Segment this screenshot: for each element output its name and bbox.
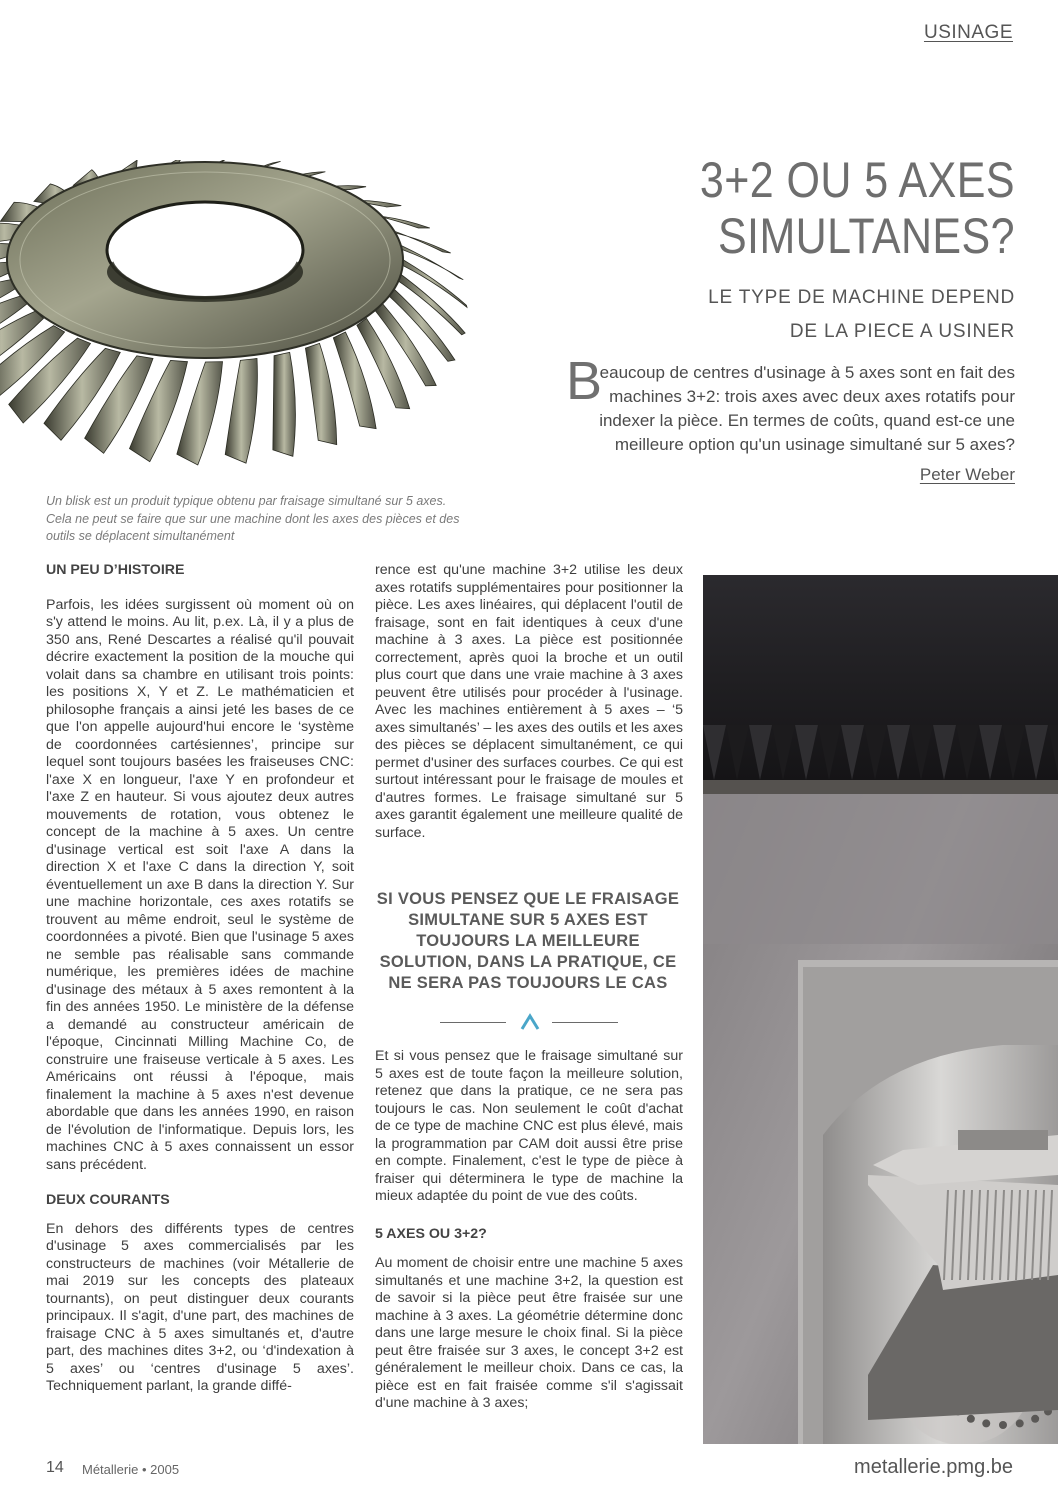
left-column [46,562,354,1396]
blade [273,352,296,456]
article-intro [555,361,1015,457]
mid-text: rence est qu'une machine 3+2 utilise les deux axes rotatifs supplémentaires pour positionner la pièce. Les axes linéaires, qui déplacent l'outil de fraisage, sont en fait identiques à ceux d'une machine à 3 axes. La pièce est positionnée correctement, après quoi la broche et un outil plus court que dans une vraie machine à 3 axes peuvent être utilisés pour procéder à l'usinage. Avec les machines entièrement à 5 axes – ‘5 axes simultanés’ – les axes des outils et les axes des pièces se déplacent simultanément, ce qui permet d'usiner des surfaces courbes. Ce qui est surtout intéressant pour le fraisage de moules et d'autres formes. Le fraisage simultané sur 5 axes garantit également une meilleure qualité de surface. [375,562,683,841]
caret-up-icon [519,1011,541,1033]
website-link[interactable]: metallerie.pmg.be [854,1456,1013,1478]
magazine-issue: Métallerie • 2005 [82,1462,180,1477]
blade [305,343,336,444]
middle-column-lower [375,1048,683,1413]
currents-heading: DEUX COURANTS [46,1192,170,1208]
pull-rule-right [552,1022,618,1023]
currents-text: En dehors des différents types de centres d'usinage 5 axes commercialisés par les constructeurs de machines (voir Métallerie de mai 2019 sur les concepts des plateaux tournants), on peut distinguer deux courants principaux. Il s'agit, d'une part, des machines de fraisage CNC à 5 axes simultanés et, d'autre part, des machines dites 3+2, ou ‘d'indexation à 5 axes’ ou ‘centres d'usinage 5 axes’. Techniquement parlant, la grande diffé- [46,1220,354,1394]
intro-line-4: meilleure option qu'un usinage simultané sur 5 axes? [614,435,1015,454]
hero-caption: Un blisk est un produit typique obtenu par fraisage simultané sur 5 axes. Cela ne peut se faire que sur une machine dont les axes des pièces et des outils se déplacent simultanément [46,494,460,543]
subtitle-line-2: DE LA PIECE A USINER [789,321,1015,342]
article-title [568,152,1015,264]
machine-photo [703,575,1058,1444]
intro-line-1: eaucoup de centres d'usinage à 5 axes sont en fait des [599,363,1015,382]
author-link[interactable]: Peter Weber [919,465,1015,484]
history-heading: UN PEU D’HISTOIRE [46,562,185,578]
axes-heading: 5 AXES OU 3+2? [375,1225,487,1242]
middle-column [375,562,683,842]
title-line-2: SIMULTANES? [717,208,1015,264]
pull-quote: SI VOUS PENSEZ QUE LE FRAISAGE SIMULTANE SUR 5 AXES EST TOUJOURS LA MEILLEURE SOLUTION, DANS LA PRATIQUE, CE NE SERA PAS TOUJOURS LE CAS [376,890,680,992]
blisk-photo [0,160,470,485]
intro-line-3: indexer la pièce. En termes de coûts, quand est-ce une [599,411,1015,430]
after-quote-text: Et si vous pensez que le fraisage simultané sur 5 axes est de toute façon la meilleure solution, retenez que dans la pratique, ce ne sera pas toujours le cas. Non seulement le coût d'achat de ce type de machine CNC est plus élevé, mais la programmation par CAM doit aussi être prise en compte. Finalement, c'est le type de pièce à fraiser qui déterminera le type de machine la mieux adaptée du point de vue des coûts. [375,1048,683,1204]
section-tag: USINAGE [923,22,1013,43]
blade [225,358,257,463]
axes-text: Au moment de choisir entre une machine 5 axes simultanés et une machine 3+2, la question est de savoir si la pièce peut être fraisée sur une machine à 3 axes. La géométrie détermine donc dans une large mesure le choix final. Si la pièce peut être fraisée sur 3 axes, le concept 3+2 est généralement le meilleur choix. Dans ce cas, la pièce est en fait fraisée comme s'il s'agissait d'une machine à 3 axes; [375,1255,683,1411]
page-number: 14 [46,1459,64,1476]
intro-line-2: machines 3+2: trois axes avec deux axes rotatifs pour [609,387,1015,406]
pull-rule-left [440,1022,506,1023]
history-text: Parfois, les idées surgissent où moment où on s'y attend le moins. Au lit, p.ex. Là, il y a plus de 350 ans, René Descartes a réalisé qu'il pouvait décrire exactement la position de la mouche qui volait dans sa chambre en utilisant trois points: les positions X, Y et Z. Le mathématicien et philosophe français a ainsi jeté les bases de ce que l'on appelle aujourd'hui encore le ‘système de coordonnées cartésiennes’, principe sur lequel sont toujours basées les fraiseuses CNC: l'axe X en longueur, l'axe Y en profondeur et l'axe Z en hauteur. Si vous ajoutez deux autres mouvements de rotation, vous obtenez le concept de la machine à 5 axes. Un centre d'usinage vertical est soit l'axe A dans la direction X et l'axe C dans la direction Y, soit éventuellement un axe B dans la direction Y. Sur une machine horizontale, ces axes rotatifs se trouvent au même endroit, seul le système de coordonnées a pivoté. Bien que l'usinage 5 axes ne semble pas réalisable sans commande numérique, les premières idées de machine d'usinage des métaux à 5 axes remontent à la fin des années 1950. Le ministère de la défense a demandé au constructeur américain de l'époque, Cincinnati Milling Machine Co, de construire une fraiseuse verticale à 5 axes. Les Américains ont réussi à l'époque, mais finalement la machine à 5 axes n'est devenue abordable que dans les années 1990, en raison de l'évolution de l'informatique. Depuis lors, les machines CNC à 5 axes connaissent un essor sans précédent. [46,596,354,1173]
subtitle-line-1: LE TYPE DE MACHINE DEPEND [708,287,1015,308]
drop-cap: B [566,351,603,411]
title-line-1: 3+2 OU 5 AXES [699,152,1015,208]
